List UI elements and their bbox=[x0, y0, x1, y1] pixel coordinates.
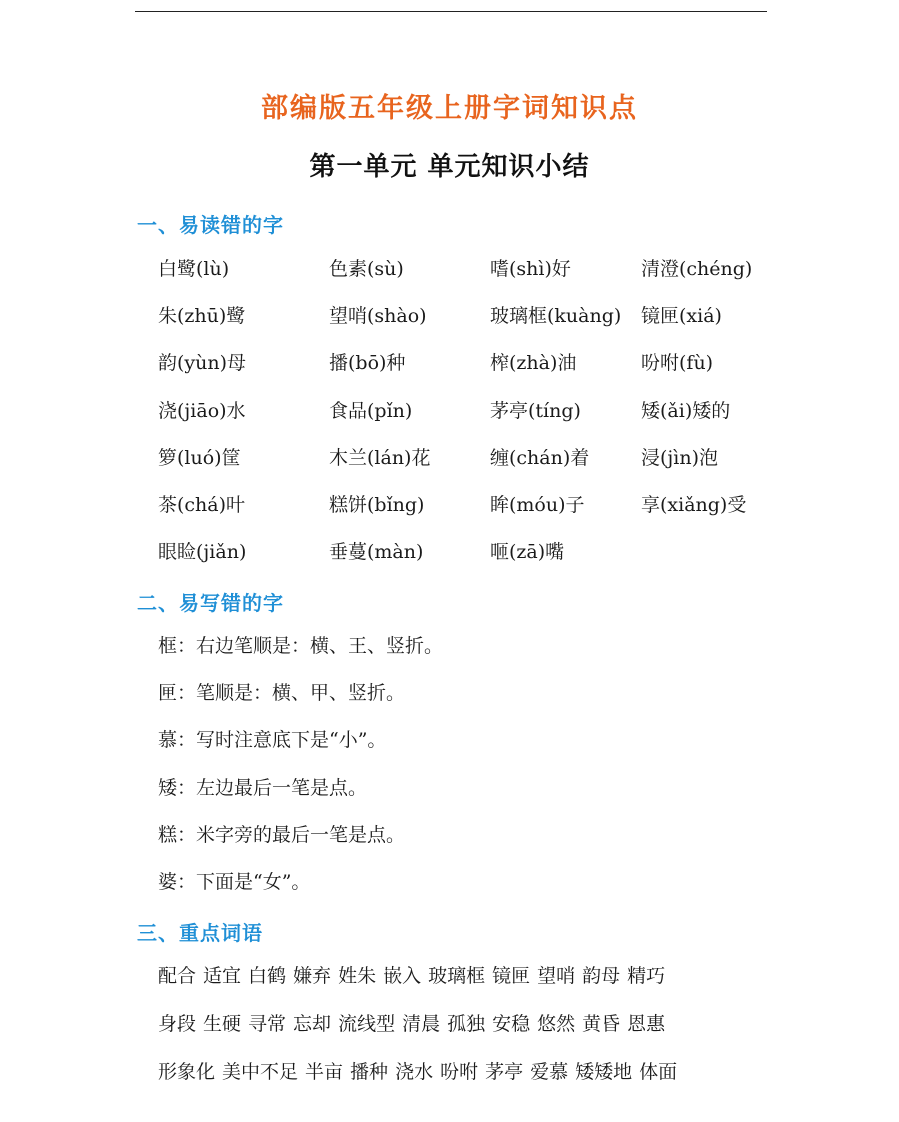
key-word: 忘却 bbox=[293, 1013, 332, 1035]
key-words-line bbox=[158, 1054, 684, 1102]
key-word: 孤独 bbox=[447, 1013, 486, 1035]
pinyin-entry: 吩咐(fù) bbox=[641, 352, 714, 375]
pinyin-entry: 木兰(lán)花 bbox=[329, 446, 431, 469]
pinyin-entry: 缠(chán)着 bbox=[490, 446, 590, 469]
pinyin-entry: 播(bō)种 bbox=[329, 352, 406, 375]
key-word: 嫌弃 bbox=[293, 965, 332, 987]
key-word: 嵌入 bbox=[383, 965, 422, 987]
key-words-block bbox=[158, 958, 684, 1102]
stroke-note: 匣：笔顺是：横、甲、竖折。 bbox=[158, 682, 406, 705]
stroke-note: 糕：米字旁的最后一笔是点。 bbox=[158, 823, 406, 846]
key-word: 体面 bbox=[639, 1061, 678, 1083]
pinyin-entry: 眸(móu)子 bbox=[490, 493, 585, 516]
pinyin-entry: 箩(luó)筐 bbox=[158, 446, 241, 469]
key-word: 安稳 bbox=[492, 1013, 531, 1035]
section-heading-key-words: 三、重点词语 bbox=[137, 921, 263, 945]
pinyin-entry: 糕饼(bǐng) bbox=[329, 493, 425, 516]
unit-title: 第一单元 单元知识小结 bbox=[309, 152, 590, 182]
pinyin-entry: 嗜(shì)好 bbox=[490, 258, 571, 280]
key-word: 恩惠 bbox=[627, 1013, 666, 1035]
stroke-note: 婆：下面是“女”。 bbox=[158, 870, 311, 893]
key-word: 身段 bbox=[158, 1013, 197, 1035]
key-word: 流线型 bbox=[338, 1013, 396, 1035]
key-word: 黄昏 bbox=[582, 1013, 621, 1035]
key-word: 玻璃框 bbox=[428, 965, 486, 987]
key-word: 形象化 bbox=[158, 1061, 216, 1083]
pinyin-entry: 矮(ǎi)矮的 bbox=[641, 399, 731, 422]
stroke-note: 矮：左边最后一笔是点。 bbox=[158, 776, 368, 799]
pinyin-entry: 清澄(chéng) bbox=[641, 258, 753, 280]
key-word: 白鹤 bbox=[248, 965, 287, 987]
pinyin-entry: 玻璃框(kuàng) bbox=[490, 305, 622, 328]
pinyin-entry: 享(xiǎng)受 bbox=[641, 493, 747, 516]
key-word: 茅亭 bbox=[485, 1061, 524, 1083]
pinyin-entry: 朱(zhū)鹭 bbox=[158, 305, 246, 328]
miswritten-char-list bbox=[158, 628, 443, 911]
pinyin-entry: 茅亭(tíng) bbox=[490, 399, 581, 422]
key-word: 浇水 bbox=[395, 1061, 434, 1083]
key-word: 悠然 bbox=[537, 1013, 576, 1035]
document-title: 部编版五年级上册字词知识点 bbox=[261, 93, 638, 124]
key-word: 姓朱 bbox=[338, 965, 377, 987]
key-word: 吩咐 bbox=[440, 1061, 479, 1083]
pinyin-entry: 色素(sù) bbox=[329, 258, 404, 280]
pinyin-entry: 浇(jiāo)水 bbox=[158, 399, 246, 422]
pinyin-entry: 白鹭(lù) bbox=[158, 258, 230, 280]
pinyin-entry: 茶(chá)叶 bbox=[158, 493, 246, 516]
section-heading-miswritten: 二、易写错的字 bbox=[137, 591, 284, 615]
pinyin-entry: 咂(zā)嘴 bbox=[490, 541, 565, 564]
key-word: 爱慕 bbox=[530, 1061, 569, 1083]
key-word: 矮矮地 bbox=[575, 1061, 633, 1083]
section-heading-misread: 一、易读错的字 bbox=[137, 213, 284, 237]
key-word: 美中不足 bbox=[222, 1061, 299, 1083]
key-word: 半亩 bbox=[305, 1061, 344, 1083]
key-word: 寻常 bbox=[248, 1013, 287, 1035]
key-word: 韵母 bbox=[582, 965, 621, 987]
pinyin-entry: 浸(jìn)泡 bbox=[641, 446, 719, 469]
pinyin-entry: 榨(zhà)油 bbox=[490, 352, 577, 375]
misread-char-grid bbox=[158, 252, 778, 582]
key-word: 清晨 bbox=[402, 1013, 441, 1035]
key-word: 播种 bbox=[350, 1061, 389, 1083]
top-rule bbox=[135, 11, 767, 12]
pinyin-entry: 眼睑(jiǎn) bbox=[158, 541, 247, 564]
key-word: 精巧 bbox=[627, 965, 666, 987]
pinyin-entry: 韵(yùn)母 bbox=[158, 352, 247, 375]
stroke-note: 慕：写时注意底下是“小”。 bbox=[158, 729, 387, 752]
key-words-line bbox=[158, 1006, 684, 1054]
pinyin-entry: 望哨(shào) bbox=[329, 305, 427, 328]
pinyin-entry: 镜匣(xiá) bbox=[641, 305, 722, 328]
key-word: 镜匣 bbox=[492, 965, 531, 987]
key-word: 适宜 bbox=[203, 965, 242, 987]
key-words-line bbox=[158, 958, 684, 1006]
stroke-note: 框：右边笔顺是：横、王、竖折。 bbox=[158, 635, 444, 657]
pinyin-entry: 食品(pǐn) bbox=[329, 399, 413, 422]
key-word: 生硬 bbox=[203, 1013, 242, 1035]
key-word: 望哨 bbox=[537, 965, 576, 987]
key-word: 配合 bbox=[158, 965, 197, 987]
pinyin-entry: 垂蔓(màn) bbox=[329, 541, 424, 564]
